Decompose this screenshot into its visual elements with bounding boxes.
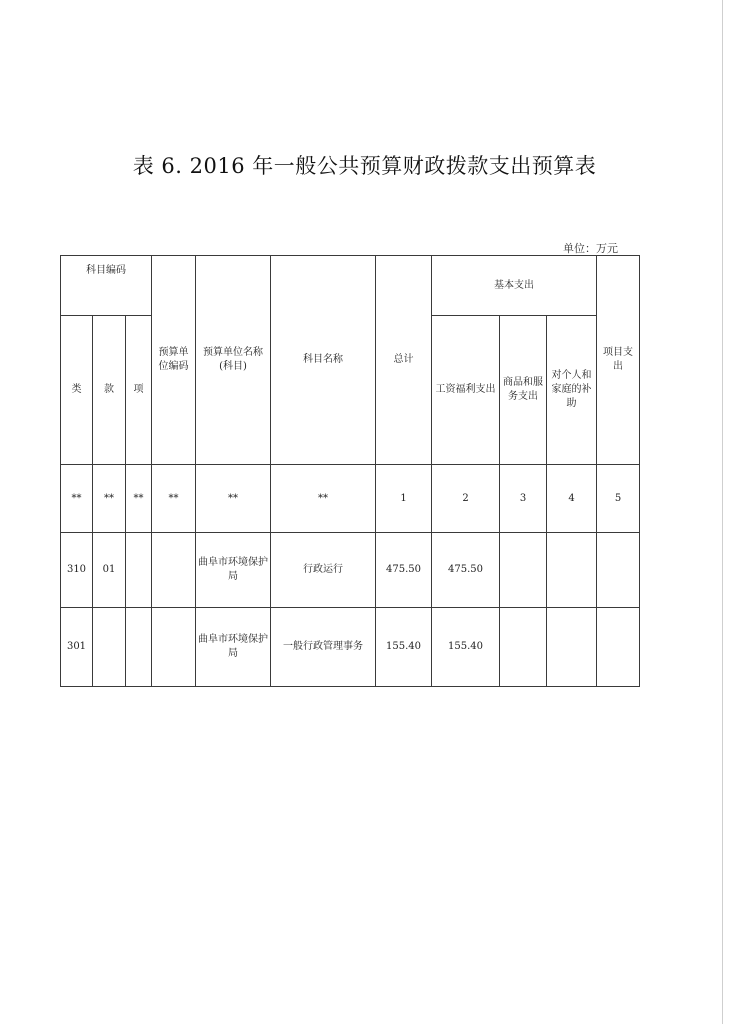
header-kuan: 款 <box>93 316 126 465</box>
index-cell: ** <box>93 465 126 533</box>
index-cell: 3 <box>500 465 547 533</box>
cell-kuan <box>93 608 126 687</box>
header-unit-name: 预算单位名称(科目) <box>196 256 271 465</box>
header-lei: 类 <box>61 316 93 465</box>
cell-unit-code <box>152 608 196 687</box>
cell-project <box>597 533 640 608</box>
header-goods-services: 商品和服务支出 <box>500 316 547 465</box>
index-row <box>61 465 640 533</box>
table-row <box>61 533 640 608</box>
budget-table <box>60 255 640 687</box>
cell-total: 155.40 <box>376 608 432 687</box>
header-total: 总计 <box>376 256 432 465</box>
header-subject-name: 科目名称 <box>271 256 376 465</box>
header-unit-code: 预算单位编码 <box>152 256 196 465</box>
cell-project <box>597 608 640 687</box>
cell-goods <box>500 608 547 687</box>
cell-salary: 475.50 <box>432 533 500 608</box>
cell-personal <box>547 533 597 608</box>
header-xiang: 项 <box>126 316 152 465</box>
index-cell: ** <box>271 465 376 533</box>
index-cell: 2 <box>432 465 500 533</box>
cell-goods <box>500 533 547 608</box>
page-title: 表 6. 2016 年一般公共预算财政拨款支出预算表 <box>132 154 597 178</box>
header-row-1 <box>61 256 640 316</box>
table-row <box>61 608 640 687</box>
index-cell: ** <box>61 465 93 533</box>
cell-xiang <box>126 608 152 687</box>
unit-label: 单位：万元 <box>563 242 618 255</box>
header-salary: 工资福利支出 <box>432 316 500 465</box>
index-cell: 1 <box>376 465 432 533</box>
cell-subject-name: 行政运行 <box>271 533 376 608</box>
cell-kuan: 01 <box>93 533 126 608</box>
header-project-expenditure: 项目支出 <box>597 256 640 465</box>
cell-subject-name: 一般行政管理事务 <box>271 608 376 687</box>
cell-salary: 155.40 <box>432 608 500 687</box>
header-subject-code: 科目编码 <box>61 256 152 316</box>
index-cell: 4 <box>547 465 597 533</box>
header-basic-expenditure: 基本支出 <box>432 256 597 316</box>
index-cell: ** <box>126 465 152 533</box>
cell-total: 475.50 <box>376 533 432 608</box>
cell-unit-code <box>152 533 196 608</box>
cell-xiang <box>126 533 152 608</box>
index-cell: ** <box>152 465 196 533</box>
header-personal-subsidy: 对个人和家庭的补助 <box>547 316 597 465</box>
index-cell: ** <box>196 465 271 533</box>
index-cell: 5 <box>597 465 640 533</box>
cell-lei: 301 <box>61 608 93 687</box>
cell-lei: 310 <box>61 533 93 608</box>
cell-personal <box>547 608 597 687</box>
cell-unit-name: 曲阜市环境保护局 <box>196 608 271 687</box>
cell-unit-name: 曲阜市环境保护局 <box>196 533 271 608</box>
